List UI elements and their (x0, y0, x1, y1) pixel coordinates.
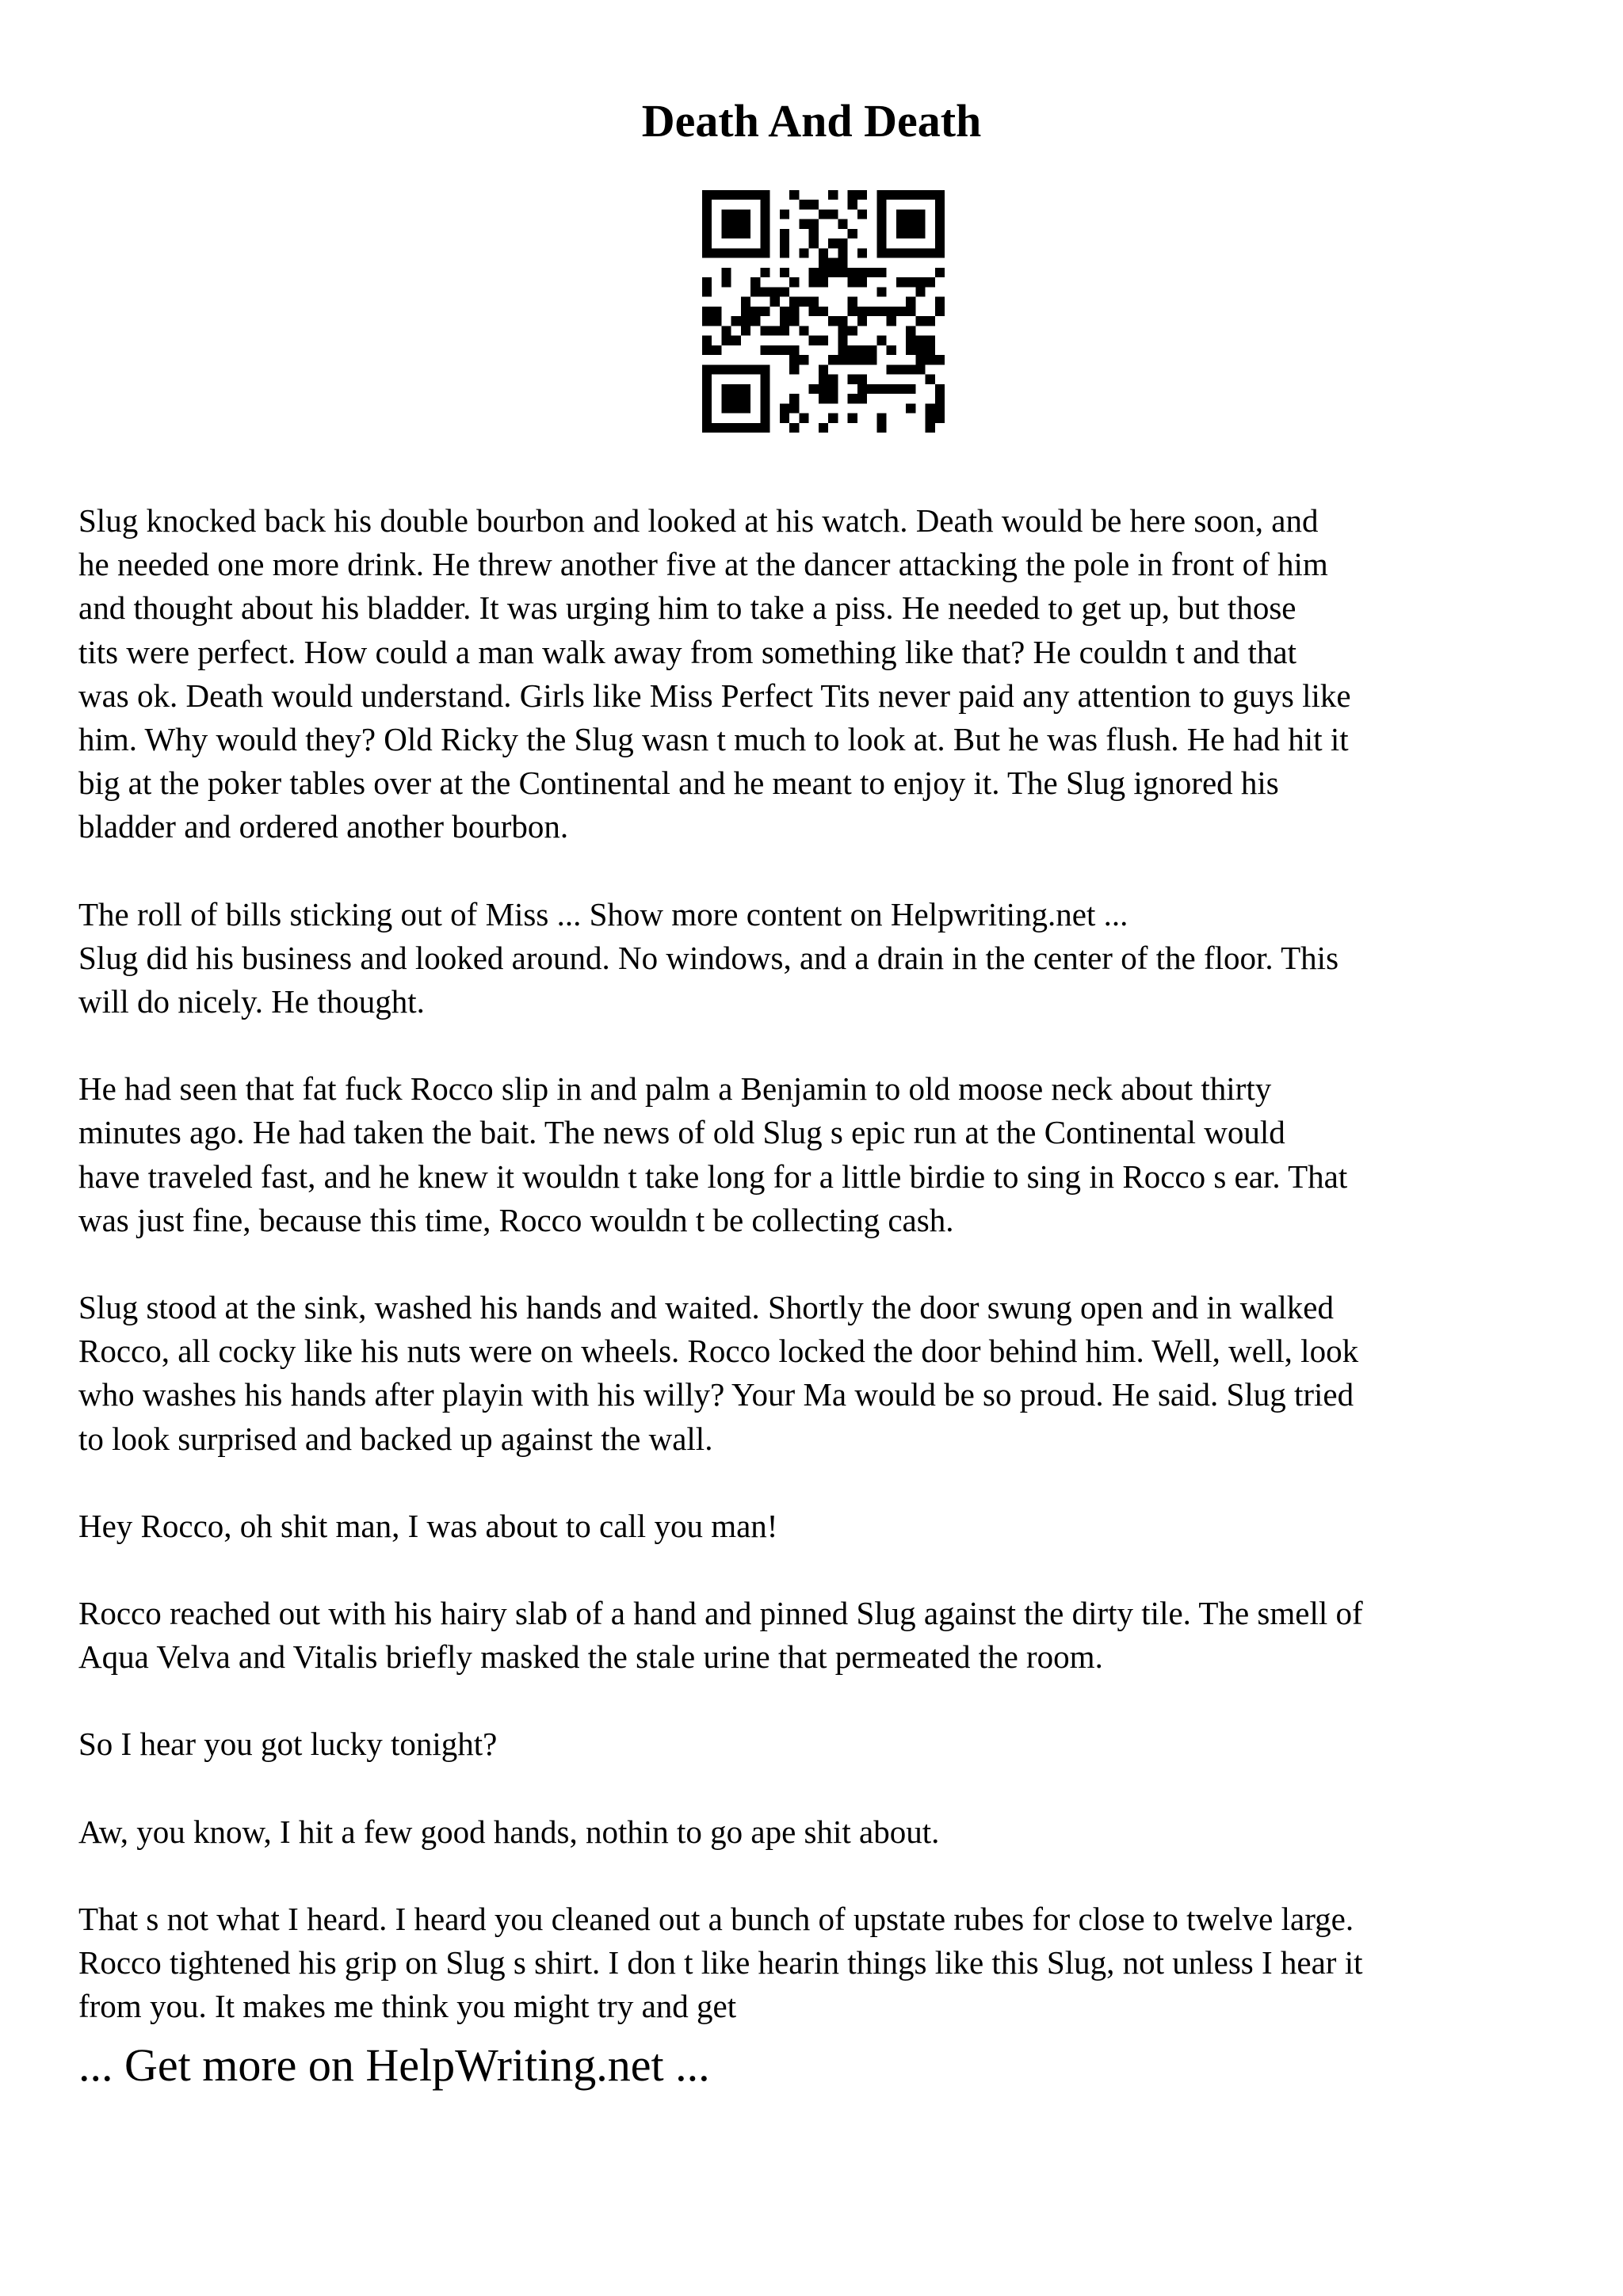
text-line: Slug knocked back his double bourbon and looked at his watch. Death would be here soon, and (78, 502, 1319, 539)
get-more-link[interactable]: ... Get more on HelpWriting.net ... (78, 2039, 710, 2091)
text-line: from you. It makes me think you might try and get (78, 1988, 737, 2025)
paragraph (78, 1286, 1568, 1461)
text-line: Aw, you know, I hit a few good hands, nothin to go ape shit about. (78, 1813, 940, 1850)
text-line: Slug did his business and looked around. No windows, and a drain in the center of the floor. This (78, 939, 1339, 976)
text-line: tits were perfect. How could a man walk away from something like that? He couldn t and that (78, 633, 1297, 670)
paragraph (78, 499, 1568, 849)
paragraph (78, 1722, 1568, 1766)
paragraph (78, 1067, 1568, 1242)
paragraph (78, 1592, 1568, 1679)
paragraph (78, 1897, 1568, 2029)
text-line: Rocco, all cocky like his nuts were on wheels. Rocco locked the door behind him. Well, well, look (78, 1333, 1359, 1370)
text-line: He had seen that fat fuck Rocco slip in and palm a Benjamin to old moose neck about thirty (78, 1070, 1272, 1108)
paragraph (78, 1810, 1568, 1854)
text-line: Slug stood at the sink, washed his hands and waited. Shortly the door swung open and in walked (78, 1289, 1334, 1326)
text-line: to look surprised and backed up against the wall. (78, 1420, 713, 1457)
text-line: who washes his hands after playin with his willy? Your Ma would be so proud. He said. Slug tried (78, 1376, 1354, 1413)
text-line: was ok. Death would understand. Girls like Miss Perfect Tits never paid any attention to guys like (78, 677, 1351, 714)
text-line: Aqua Velva and Vitalis briefly masked the stale urine that permeated the room. (78, 1638, 1103, 1676)
text-line: he needed one more drink. He threw another five at the dancer attacking the pole in front of him (78, 546, 1328, 583)
text-line: and thought about his bladder. It was urging him to take a piss. He needed to get up, but those (78, 589, 1296, 627)
text-line: big at the poker tables over at the Continental and he meant to enjoy it. The Slug ignored his (78, 765, 1279, 802)
text-line: minutes ago. He had taken the bait. The news of old Slug s epic run at the Continental would (78, 1114, 1285, 1151)
text-line: That s not what I heard. I heard you cleaned out a bunch of upstate rubes for close to twelve large. (78, 1900, 1354, 1937)
text-line: The roll of bills sticking out of Miss ... Show more content on Helpwriting.net ... (78, 895, 1128, 933)
text-line: So I hear you got lucky tonight? (78, 1726, 498, 1763)
paragraph (78, 1505, 1568, 1548)
document-title: Death And Death (641, 95, 982, 147)
text-line: Rocco reached out with his hairy slab of a hand and pinned Slug against the dirty tile. The smell of (78, 1595, 1363, 1632)
text-line: will do nicely. He thought. (78, 983, 425, 1020)
text-line: have traveled fast, and he knew it wouldn t take long for a little birdie to sing in Rocco s ear. That (78, 1158, 1348, 1195)
text-line: was just fine, because this time, Rocco wouldn t be collecting cash. (78, 1201, 954, 1238)
qr-code (702, 190, 945, 433)
text-line: bladder and ordered another bourbon. (78, 808, 569, 845)
body-text (78, 499, 1568, 2072)
text-line: him. Why would they? Old Ricky the Slug wasn t much to look at. But he was flush. He had hit it (78, 721, 1349, 758)
text-line: Rocco tightened his grip on Slug s shirt. I don t like hearin things like this Slug, not unless I hear it (78, 1944, 1363, 1981)
paragraph (78, 893, 1568, 1024)
text-line: Hey Rocco, oh shit man, I was about to call you man! (78, 1507, 778, 1544)
